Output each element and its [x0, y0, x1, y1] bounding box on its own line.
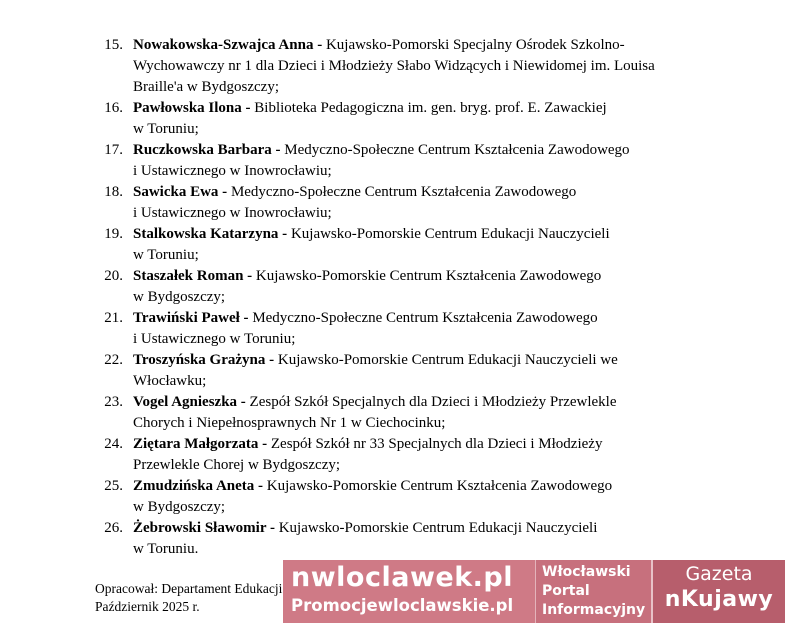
- institution-text: Kujawsko-Pomorskie Centrum Kształcenia Zawodowego: [266, 478, 613, 494]
- list-item: [0, 476, 794, 518]
- item-line: [133, 392, 693, 413]
- item-line: [133, 413, 693, 434]
- list-item: [0, 350, 794, 392]
- item-number: 16.: [104, 100, 123, 116]
- institution-text: Zespół Szkół Specjalnych dla Dzieci i Młodzieży Przewlekle: [249, 394, 617, 410]
- institution-text: Kujawsko-Pomorskie Centrum Edukacji Nauczycieli we: [277, 352, 618, 368]
- item-line: [133, 266, 693, 287]
- item-body: [133, 140, 693, 182]
- member-list: [0, 35, 794, 560]
- institution-text: w Toruniu.: [133, 541, 199, 557]
- institution-text: Chorych i Niepełnosprawnych Nr 1 w Ciechocinku;: [133, 415, 446, 431]
- person-name: Nowakowska-Szwajca Anna -: [133, 37, 323, 53]
- item-line: [133, 77, 693, 98]
- person-name: Pawłowska Ilona -: [133, 100, 251, 116]
- item-line: [133, 98, 693, 119]
- institution-text: Braille'a w Bydgoszczy;: [133, 79, 279, 95]
- item-number: 21.: [104, 310, 123, 326]
- item-body: [133, 518, 693, 560]
- item-number: 26.: [104, 520, 123, 536]
- watermark-gazeta-block: [651, 560, 785, 623]
- institution-text: Przewlekle Chorej w Bydgoszczy;: [133, 457, 341, 473]
- item-number: 22.: [104, 352, 123, 368]
- person-name: Zmudzińska Aneta -: [133, 478, 264, 494]
- institution-text: i Ustawicznego w Inowrocławiu;: [133, 205, 332, 221]
- item-number: 24.: [104, 436, 123, 452]
- watermark-site2: Promocjewloclawskie.pl: [291, 596, 514, 615]
- institution-text: Zespół Szkół nr 33 Specjalnych dla Dzieci i Młodzieży: [270, 436, 603, 452]
- item-line: [133, 182, 693, 203]
- institution-text: Kujawsko-Pomorski Specjalny Ośrodek Szkolno-: [325, 37, 625, 53]
- watermark-portal-block: [535, 560, 651, 623]
- institution-text: w Bydgoszczy;: [133, 499, 226, 515]
- item-body: [133, 392, 693, 434]
- item-line: [133, 329, 693, 350]
- item-line: [133, 140, 693, 161]
- institution-text: Kujawsko-Pomorskie Centrum Kształcenia Zawodowego: [255, 268, 602, 284]
- watermark-portal-line: Informacyjny: [542, 602, 646, 618]
- watermark-site-block: [283, 560, 535, 623]
- list-item: [0, 182, 794, 224]
- document-footer: [95, 580, 282, 616]
- list-item: [0, 308, 794, 350]
- watermark-gazeta: Gazeta: [685, 563, 753, 585]
- institution-text: Wychowawczy nr 1 dla Dzieci i Młodzieży Słabo Widzących i Niewidomej im. Louisa: [133, 58, 655, 74]
- item-line: [133, 308, 693, 329]
- watermark-banner: [283, 560, 785, 623]
- item-number: 23.: [104, 394, 123, 410]
- list-item: [0, 224, 794, 266]
- item-line: [133, 434, 693, 455]
- item-line: [133, 119, 693, 140]
- item-body: [133, 350, 693, 392]
- item-line: [133, 245, 693, 266]
- item-number: 19.: [104, 226, 123, 242]
- institution-text: w Toruniu;: [133, 247, 199, 263]
- watermark-gazeta-name: nKujawy: [664, 587, 774, 612]
- item-line: [133, 35, 693, 56]
- item-line: [133, 371, 693, 392]
- person-name: Stalkowska Katarzyna -: [133, 226, 288, 242]
- item-body: [133, 434, 693, 476]
- institution-text: Medyczno-Społeczne Centrum Kształcenia Zawodowego: [252, 310, 598, 326]
- item-line: [133, 350, 693, 371]
- institution-text: Biblioteka Pedagogiczna im. gen. bryg. prof. E. Zawackiej: [254, 100, 607, 116]
- institution-text: w Toruniu;: [133, 121, 199, 137]
- item-body: [133, 35, 693, 98]
- list-item: [0, 140, 794, 182]
- item-line: [133, 497, 693, 518]
- institution-text: i Ustawicznego w Inowrocławiu;: [133, 163, 332, 179]
- item-line: [133, 476, 693, 497]
- person-name: Ruczkowska Barbara -: [133, 142, 281, 158]
- item-body: [133, 182, 693, 224]
- item-body: [133, 98, 693, 140]
- item-line: [133, 518, 693, 539]
- list-item: [0, 434, 794, 476]
- person-name: Trawiński Paweł -: [133, 310, 249, 326]
- institution-text: Medyczno-Społeczne Centrum Kształcenia Zawodowego: [284, 142, 630, 158]
- person-name: Vogel Agnieszka -: [133, 394, 246, 410]
- item-number: 15.: [104, 37, 123, 53]
- person-name: Sawicka Ewa -: [133, 184, 228, 200]
- item-body: [133, 308, 693, 350]
- item-number: 25.: [104, 478, 123, 494]
- item-number: 20.: [104, 268, 123, 284]
- item-line: [133, 224, 693, 245]
- institution-text: Medyczno-Społeczne Centrum Kształcenia Zawodowego: [230, 184, 577, 200]
- item-line: [133, 203, 693, 224]
- watermark-portal-line: Włocławski: [542, 564, 631, 580]
- item-number: 18.: [104, 184, 123, 200]
- list-item: [0, 266, 794, 308]
- person-name: Ziętara Małgorzata -: [133, 436, 268, 452]
- item-line: [133, 56, 693, 77]
- list-item: [0, 518, 794, 560]
- prepared-by: Opracował: Departament Edukacji: [95, 581, 283, 596]
- institution-text: Kujawsko-Pomorskie Centrum Edukacji Nauczycieli: [278, 520, 598, 536]
- item-line: [133, 287, 693, 308]
- person-name: Troszyńska Grażyna -: [133, 352, 275, 368]
- document-date: Październik 2025 r.: [95, 599, 200, 614]
- watermark-portal-line: Portal: [542, 583, 590, 599]
- list-item: [0, 35, 794, 98]
- institution-text: Włocławku;: [133, 373, 207, 389]
- list-item: [0, 392, 794, 434]
- item-line: [133, 161, 693, 182]
- item-body: [133, 224, 693, 266]
- item-body: [133, 476, 693, 518]
- institution-text: Kujawsko-Pomorskie Centrum Edukacji Nauczycieli: [290, 226, 610, 242]
- institution-text: i Ustawicznego w Toruniu;: [133, 331, 296, 347]
- item-line: [133, 455, 693, 476]
- person-name: Staszałek Roman -: [133, 268, 253, 284]
- list-item: [0, 98, 794, 140]
- item-number: 17.: [104, 142, 123, 158]
- item-body: [133, 266, 693, 308]
- person-name: Żebrowski Sławomir -: [133, 520, 275, 536]
- watermark-site: nwloclawek.pl: [291, 562, 513, 593]
- institution-text: w Bydgoszczy;: [133, 289, 226, 305]
- item-line: [133, 539, 693, 560]
